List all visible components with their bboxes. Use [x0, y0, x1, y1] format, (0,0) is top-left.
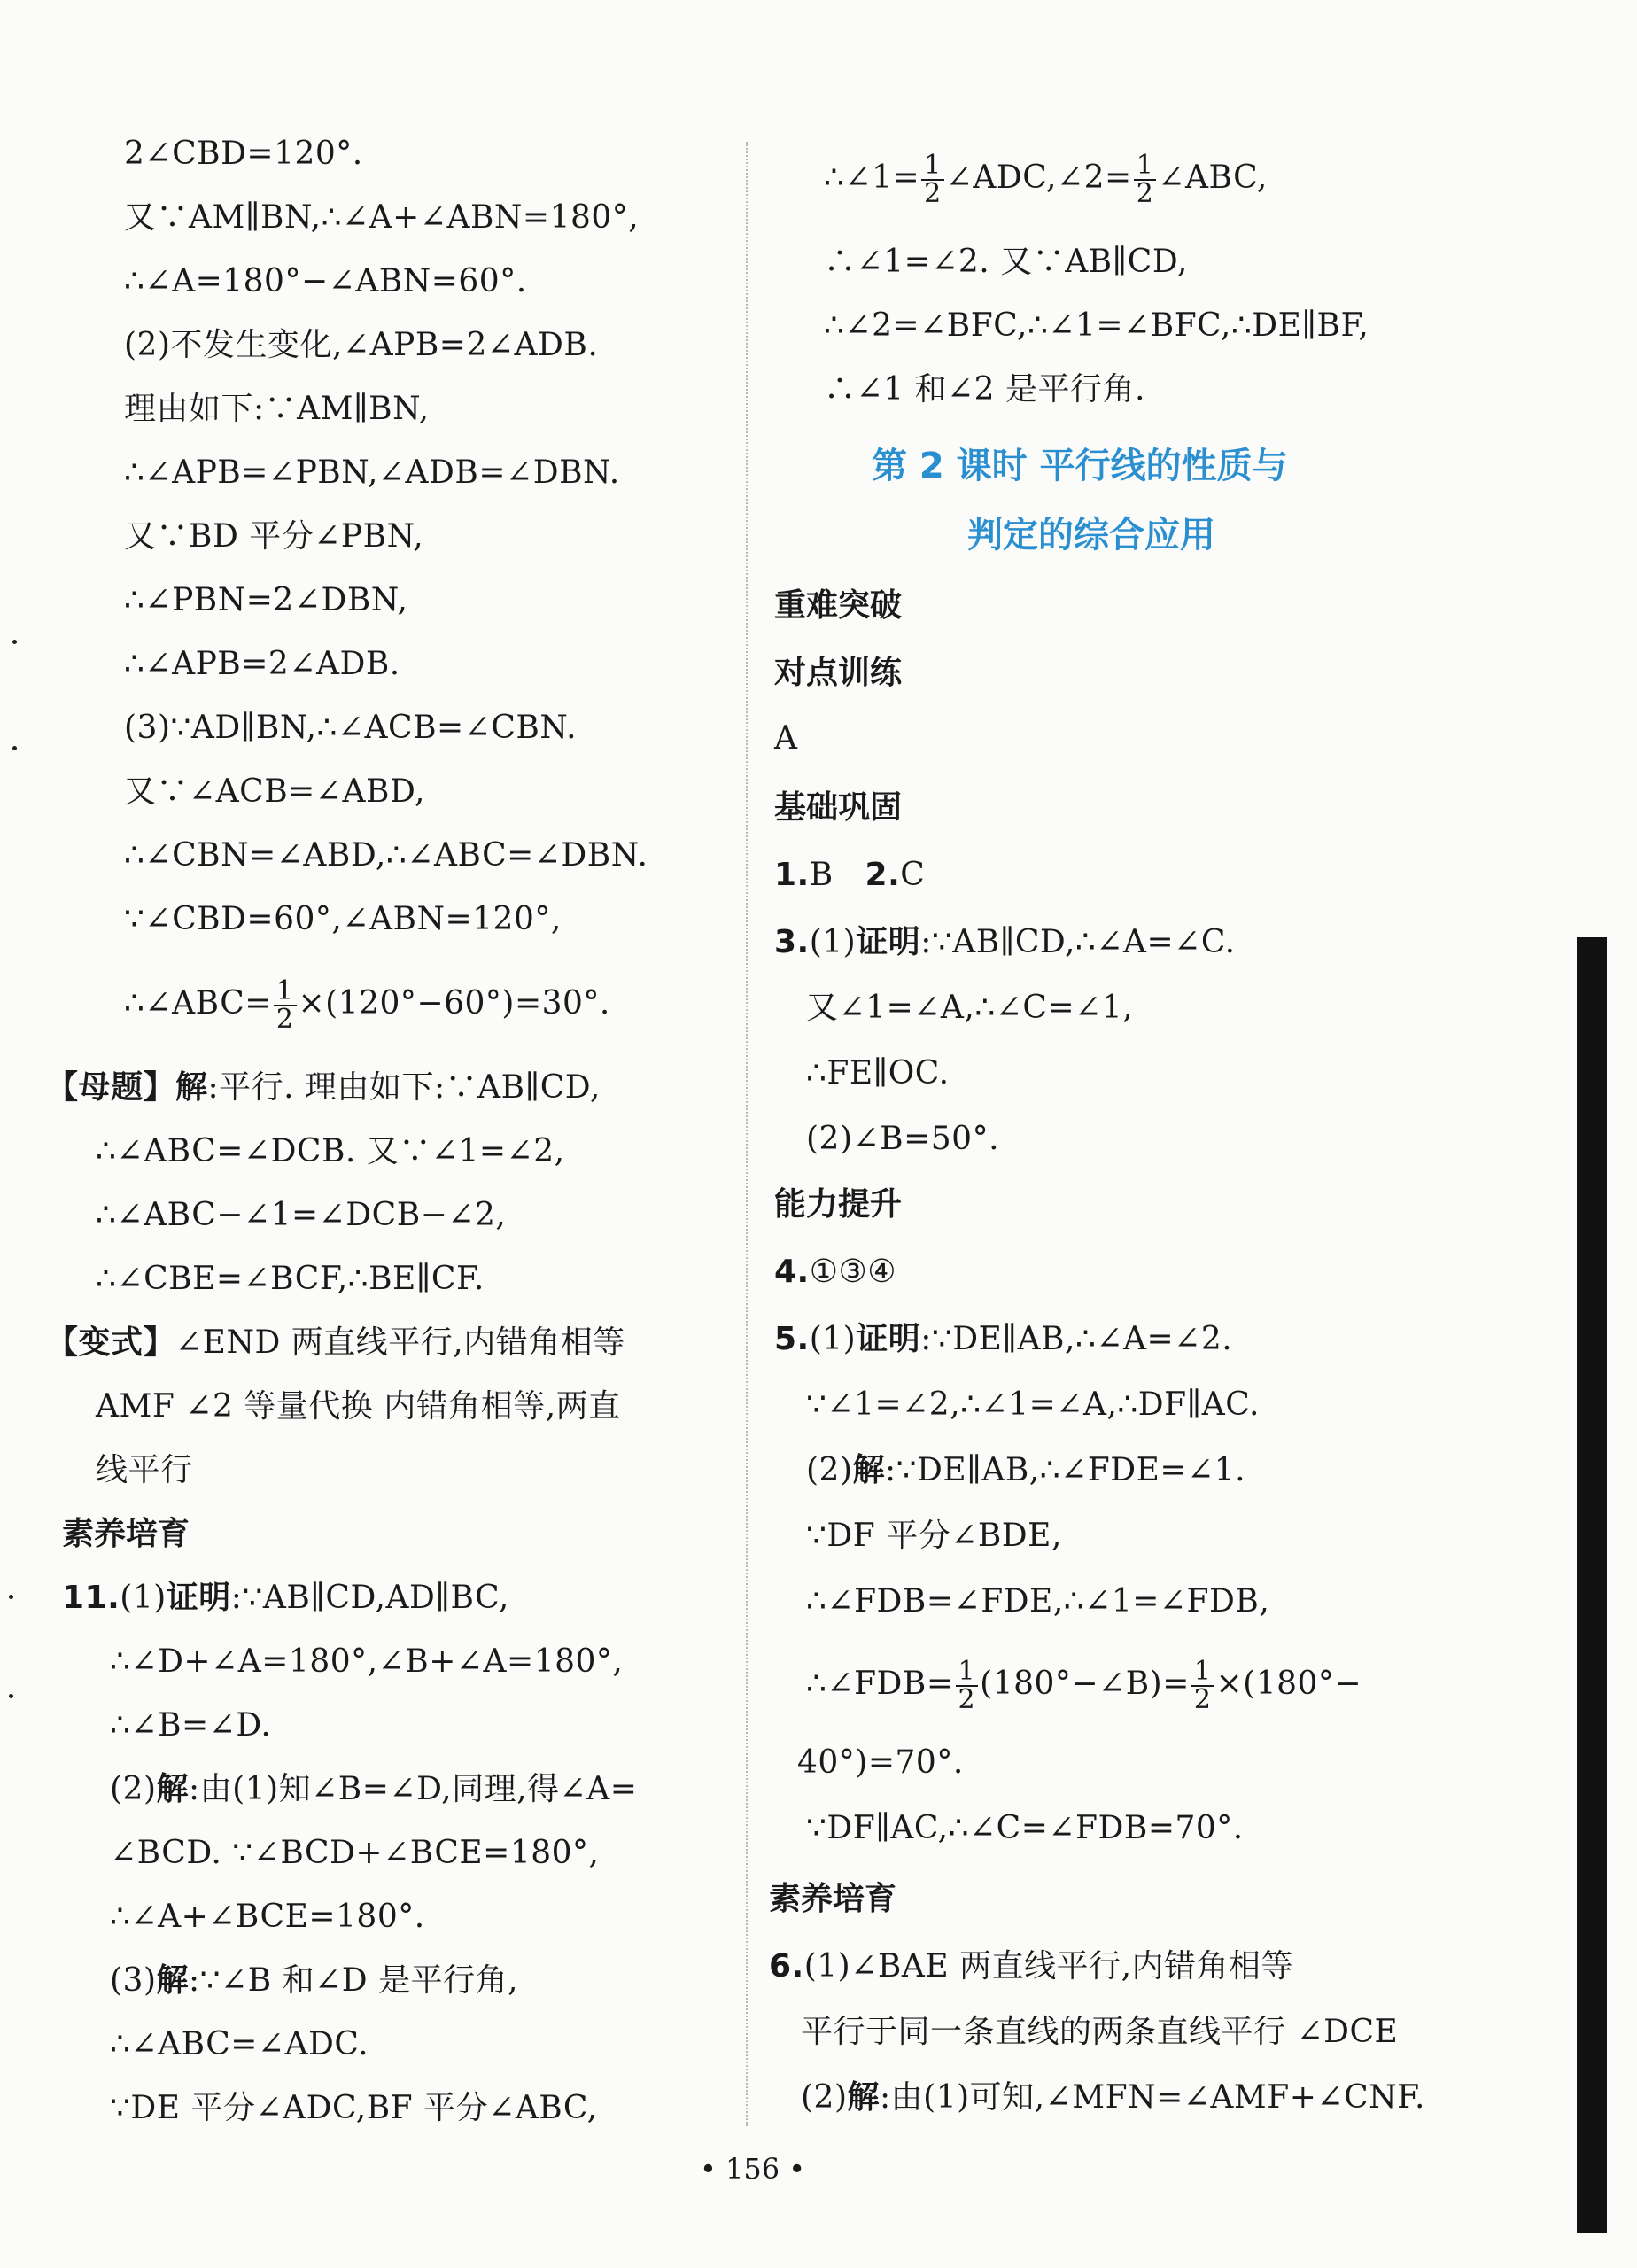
- answer-line: [774, 854, 925, 897]
- text-line: ∵DF∥AC,∴∠C=∠FDB=70°.: [806, 1810, 1244, 1846]
- text-line: AMF ∠2 等量代换 内错角相等,两直: [96, 1388, 621, 1425]
- proof-label: 证明: [856, 1321, 921, 1357]
- text-line: ∴∠ABC=∠DCB. 又∵∠1=∠2,: [96, 1133, 565, 1169]
- text-segment: ×(120°−60°)=30°.: [298, 985, 610, 1021]
- lesson-title-line2: 判定的综合应用: [967, 515, 1215, 555]
- text-segment: :∵AB∥CD,∴∠A=∠C.: [920, 924, 1236, 960]
- question-6-part2: [801, 2077, 1425, 2119]
- text-segment: (1): [809, 924, 857, 960]
- text-line: 又∵BD 平分∠PBN,: [124, 518, 424, 555]
- text-segment: (2): [801, 2079, 848, 2116]
- solution-label: 解: [175, 1069, 208, 1106]
- text-line: ∴∠CBN=∠ABD,∴∠ABC=∠DBN.: [124, 837, 648, 874]
- solution-label: 解: [156, 1771, 190, 1807]
- text-segment: ×(180°−: [1215, 1666, 1362, 1702]
- fraction-numerator: 1: [956, 1658, 979, 1687]
- solution-label: 解: [852, 1452, 886, 1488]
- text-segment: ∴∠FDB=: [806, 1666, 954, 1702]
- text-line: ∴∠A+∠BCE=180°.: [110, 1899, 425, 1935]
- scan-speck: [12, 746, 17, 750]
- text-segment: (1): [120, 1580, 167, 1616]
- question-6-line: [769, 1946, 1293, 1988]
- text-line: 又∵AM∥BN,∴∠A+∠ABN=180°,: [124, 199, 640, 236]
- text-line: ∴∠1 和∠2 是平行角.: [824, 371, 1145, 408]
- question-5-line: [774, 1318, 1232, 1361]
- text-segment: :由(1)可知,∠MFN=∠AMF+∠CNF.: [880, 2079, 1425, 2116]
- fraction-denominator: 2: [275, 1004, 294, 1035]
- text-segment: :∵DE∥AB,∴∠FDE=∠1.: [885, 1452, 1246, 1488]
- text-segment: :∵∠B 和∠D 是平行角,: [189, 1962, 519, 1999]
- fraction: [956, 1658, 979, 1713]
- scan-speck: [12, 640, 17, 644]
- fraction-denominator: 2: [1193, 1684, 1212, 1715]
- text-segment: ∴∠ABC=: [124, 985, 272, 1021]
- proof-label: 证明: [166, 1580, 231, 1616]
- scan-edge-shadow: [1577, 937, 1607, 2233]
- mother-problem-tag: 【母题】: [46, 1069, 176, 1106]
- section-heading: 素养培育: [769, 1881, 897, 1917]
- question-11-line: [62, 1577, 509, 1619]
- text-segment: (180°−∠B)=: [980, 1666, 1190, 1702]
- question-3-line: [774, 921, 1236, 964]
- text-line: (2)不发生变化,∠APB=2∠ADB.: [124, 327, 599, 363]
- answer-value: B: [809, 857, 834, 893]
- text-line: ∵DE 平分∠ADC,BF 平分∠ABC,: [110, 2090, 598, 2126]
- text-segment: (3): [110, 1962, 157, 1999]
- text-line: ∴∠APB=∠PBN,∠ADB=∠DBN.: [124, 454, 620, 491]
- text-line: 又∠1=∠A,∴∠C=∠1,: [806, 990, 1134, 1026]
- question-number: 6.: [769, 1948, 804, 1984]
- fraction-numerator: 1: [1191, 1658, 1214, 1687]
- text-line: (3)∵AD∥BN,∴∠ACB=∠CBN.: [124, 710, 578, 746]
- question-number: 2.: [865, 857, 901, 893]
- answer-value: C: [900, 857, 926, 893]
- text-segment: (2): [110, 1771, 157, 1807]
- text-segment: (1): [809, 1321, 857, 1357]
- fraction: [1134, 152, 1157, 207]
- fraction: [1191, 1658, 1214, 1713]
- section-heading: 重难突破: [774, 587, 903, 624]
- fraction-denominator: 2: [924, 178, 942, 209]
- text-line: 平行于同一条直线的两条直线平行 ∠DCE: [801, 2014, 1399, 2050]
- text-segment: (2): [806, 1452, 853, 1488]
- text-segment: ∠END 两直线平行,内错角相等: [175, 1324, 625, 1361]
- fraction: [274, 975, 297, 1035]
- text-segment: :由(1)知∠B=∠D,同理,得∠A=: [189, 1771, 638, 1807]
- fraction-denominator: 2: [958, 1684, 976, 1715]
- fraction-denominator: 2: [1136, 178, 1154, 209]
- answer-value: ①③④: [809, 1254, 897, 1290]
- text-line: 又∵∠ACB=∠ABD,: [124, 773, 425, 810]
- question-number: 11.: [62, 1580, 120, 1616]
- text-segment: ∠ADC,∠2=: [945, 159, 1132, 196]
- answer-line: A: [774, 720, 798, 757]
- solution-label: 解: [156, 1962, 190, 1999]
- text-line: ∴∠B=∠D.: [110, 1707, 272, 1744]
- text-line: (2)∠B=50°.: [806, 1121, 1000, 1157]
- text-line: 线平行: [96, 1452, 193, 1488]
- question-5-part2: [806, 1449, 1245, 1492]
- section-heading: 对点训练: [774, 655, 903, 691]
- text-line: 2∠CBD=120°.: [124, 136, 363, 172]
- text-line: ∴∠ABC=∠ADC.: [110, 2026, 369, 2062]
- text-segment: :平行. 理由如下:∵AB∥CD,: [207, 1069, 601, 1106]
- text-line: ∵DF 平分∠BDE,: [806, 1518, 1062, 1554]
- section-heading: 基础巩固: [774, 789, 903, 826]
- text-segment: ∴∠1=: [824, 159, 920, 196]
- variant-problem-tag: 【变式】: [46, 1324, 176, 1361]
- fraction-line: [824, 152, 1268, 207]
- text-line: ∴FE∥OC.: [806, 1055, 950, 1091]
- text-line: ∴∠1=∠2. 又∵AB∥CD,: [824, 244, 1188, 280]
- text-line: ∠BCD. ∵∠BCD+∠BCE=180°,: [110, 1835, 600, 1871]
- proof-label: 证明: [856, 924, 921, 960]
- text-line: ∴∠ABC−∠1=∠DCB−∠2,: [96, 1197, 507, 1233]
- question-4-line: [774, 1251, 896, 1293]
- fraction-numerator: 1: [274, 978, 297, 1006]
- text-line: ∴∠A=180°−∠ABN=60°.: [124, 263, 527, 299]
- variant-problem-line: [46, 1322, 625, 1364]
- fraction-line: [806, 1658, 1362, 1713]
- column-divider: [746, 142, 748, 2126]
- text-line: ∴∠PBN=2∠DBN,: [124, 582, 408, 618]
- question-number: 3.: [774, 924, 810, 960]
- page-number: • 156 •: [700, 2152, 806, 2186]
- scan-speck: [9, 1694, 13, 1698]
- scan-speck: [9, 1595, 13, 1599]
- text-line: ∴∠D+∠A=180°,∠B+∠A=180°,: [110, 1643, 624, 1680]
- text-line: ∵∠CBD=60°,∠ABN=120°,: [124, 901, 562, 937]
- question-11-part3: [110, 1960, 518, 2002]
- question-number: 5.: [774, 1321, 810, 1357]
- section-heading: 素养培育: [62, 1516, 190, 1552]
- lesson-title-line1: 第 2 课时 平行线的性质与: [872, 446, 1288, 486]
- question-number: 1.: [774, 857, 810, 893]
- text-segment: :∵AB∥CD,AD∥BC,: [230, 1580, 509, 1616]
- fraction-line: [124, 975, 610, 1035]
- mother-problem-line: [46, 1067, 601, 1109]
- text-line: ∴∠FDB=∠FDE,∴∠1=∠FDB,: [806, 1583, 1270, 1619]
- text-segment: :∵DE∥AB,∴∠A=∠2.: [920, 1321, 1233, 1357]
- text-line: ∵∠1=∠2,∴∠1=∠A,∴DF∥AC.: [806, 1386, 1260, 1423]
- fraction-numerator: 1: [921, 152, 944, 181]
- solution-label: 解: [847, 2079, 881, 2116]
- text-line: 40°)=70°.: [797, 1744, 964, 1781]
- text-segment: (1)∠BAE 两直线平行,内错角相等: [803, 1948, 1294, 1984]
- question-number: 4.: [774, 1254, 810, 1290]
- text-line: ∴∠2=∠BFC,∴∠1=∠BFC,∴DE∥BF,: [824, 307, 1369, 344]
- text-line: ∴∠APB=2∠ADB.: [124, 646, 400, 682]
- text-segment: ∠ABC,: [1158, 159, 1268, 196]
- fraction-numerator: 1: [1134, 152, 1157, 181]
- question-11-part2: [110, 1768, 637, 1811]
- fraction: [921, 152, 944, 207]
- section-heading: 能力提升: [774, 1186, 903, 1223]
- text-line: 理由如下:∵AM∥BN,: [124, 391, 430, 427]
- text-line: ∴∠CBE=∠BCF,∴BE∥CF.: [96, 1261, 485, 1297]
